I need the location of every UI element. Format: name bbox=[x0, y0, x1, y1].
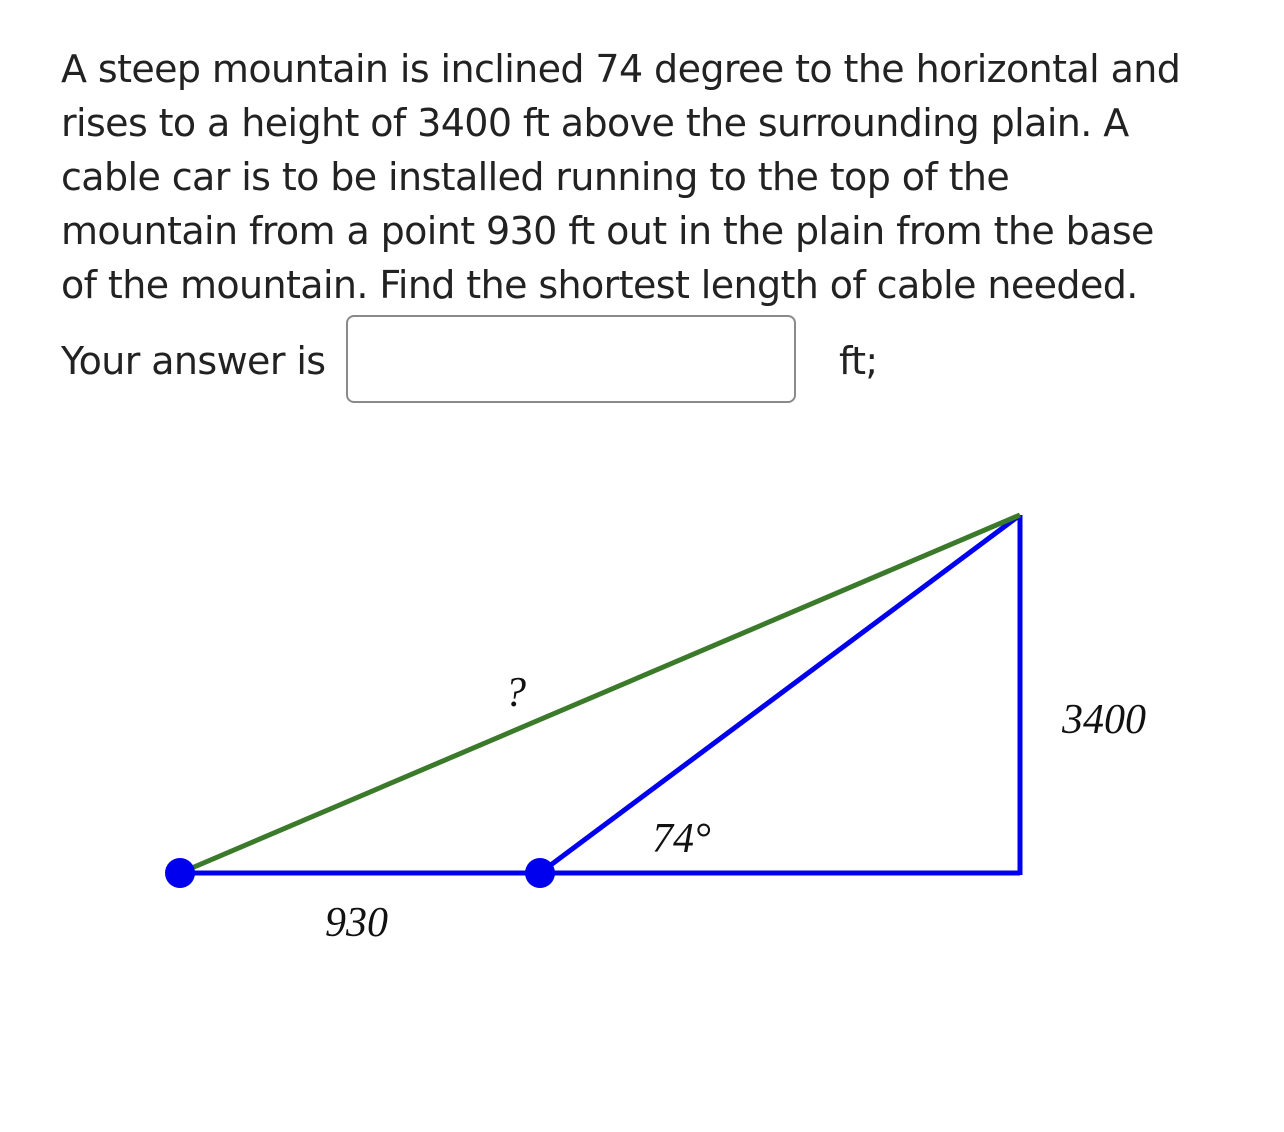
angle-label: 74° bbox=[652, 816, 711, 862]
answer-label: Your answer is bbox=[61, 339, 326, 383]
mountain-slope bbox=[540, 515, 1020, 873]
distance-label: 930 bbox=[325, 900, 388, 946]
problem-line: rises to a height of 3400 ft above the surrounding plain. A bbox=[61, 101, 1129, 145]
cable-line bbox=[180, 515, 1020, 873]
start-point bbox=[165, 858, 195, 888]
problem-line: cable car is to be installed running to the top of the bbox=[61, 155, 1010, 199]
problem-line: of the mountain. Find the shortest length of cable needed. bbox=[61, 263, 1138, 307]
problem-line: A steep mountain is inclined 74 degree to the horizontal and bbox=[61, 47, 1181, 91]
height-label: 3400 bbox=[1062, 697, 1146, 743]
unknown-label: ? bbox=[505, 670, 526, 716]
mountain-base-point bbox=[525, 858, 555, 888]
problem-line: mountain from a point 930 ft out in the plain from the base bbox=[61, 209, 1154, 253]
answer-unit: ft; bbox=[839, 339, 878, 383]
